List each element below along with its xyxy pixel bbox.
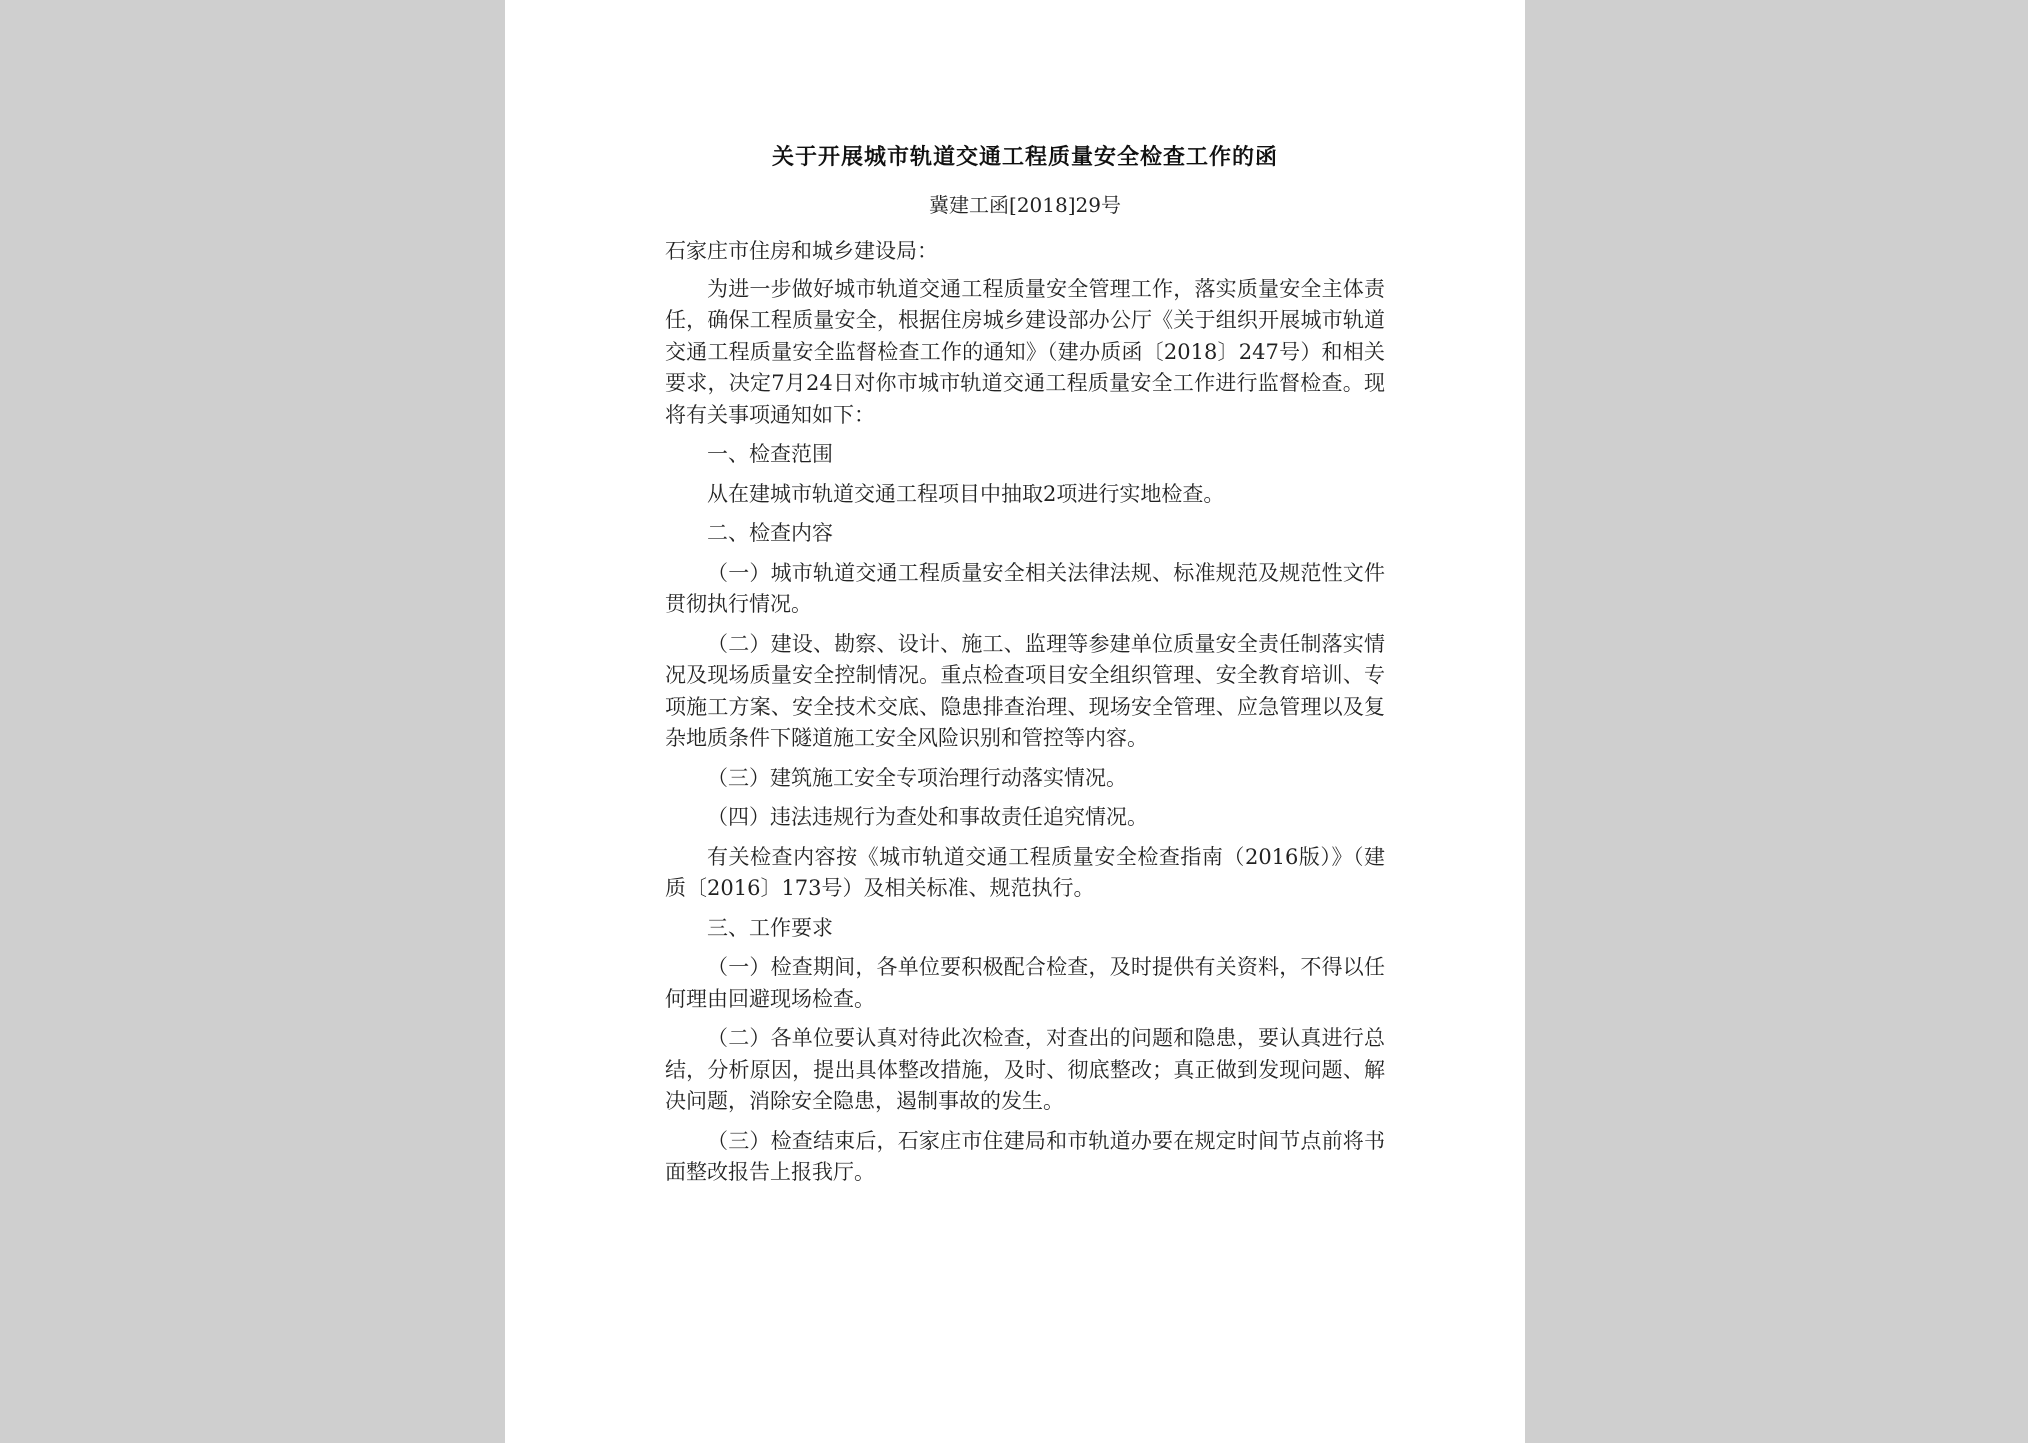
paragraph-requirement-1: （一）检查期间，各单位要积极配合检查，及时提供有关资料，不得以任何理由回避现场检查。 [665,955,1385,1011]
document-body [665,140,1385,1197]
section-heading-scope: 一、检查范围 [707,442,833,466]
paragraph-content-3: （三）建筑施工安全专项治理行动落实情况。 [707,765,1127,790]
paragraph-content-4: （四）违法违规行为查处和事故责任追究情况。 [707,805,1148,829]
paragraph-requirement-3: （三）检查结束后，石家庄市住建局和市轨道办要在规定时间节点前将书面整改报告上报我厅。 [665,1128,1385,1184]
document-title: 关于开展城市轨道交通工程质量安全检查工作的函 [771,144,1278,170]
paragraph-content-2: （二）建设、勘察、设计、施工、监理等参建单位质量安全责任制落实情况及现场质量安全控制情况。重点检查项目安全组织管理、安全教育培训、专项施工方案、安全技术交底、隐患排查治理、现场安全管理、应急管理以及复杂地质条件下隧道施工安全风险识别和管控等内容。 [665,631,1385,750]
salutation: 石家庄市住房和城乡建设局： [665,239,938,263]
paragraph-requirement-2: （二）各单位要认真对待此次检查，对查出的问题和隐患，要认真进行总结，分析原因，提出具体整改措施，及时、彻底整改；真正做到发现问题、解决问题，消除安全隐患，遏制事故的发生。 [665,1026,1385,1113]
paragraph-content-reference: 有关检查内容按《城市轨道交通工程质量安全检查指南（2016版）》（建质〔2016〕173号）及相关标准、规范执行。 [665,844,1385,900]
paragraph-scope: 从在建城市轨道交通工程项目中抽取2项进行实地检查。 [707,481,1225,506]
section-heading-requirements: 三、工作要求 [707,915,833,940]
section-heading-content: 二、检查内容 [707,521,833,545]
document-number: 冀建工函[2018]29号 [929,193,1121,217]
paragraph-intro: 为进一步做好城市轨道交通工程质量安全管理工作，落实质量安全主体责任，确保工程质量安全，根据住房城乡建设部办公厅《关于组织开展城市轨道交通工程质量安全监督检查工作的通知》（建办质函〔2018〕247号）和相关要求，决定7月24日对你市城市轨道交通工程质量安全工作进行监督检查。现将有关事项通知如下： [665,276,1385,427]
document-page [505,0,1525,1443]
paragraph-content-1: （一）城市轨道交通工程质量安全相关法律法规、标准规范及规范性文件贯彻执行情况。 [665,560,1385,616]
